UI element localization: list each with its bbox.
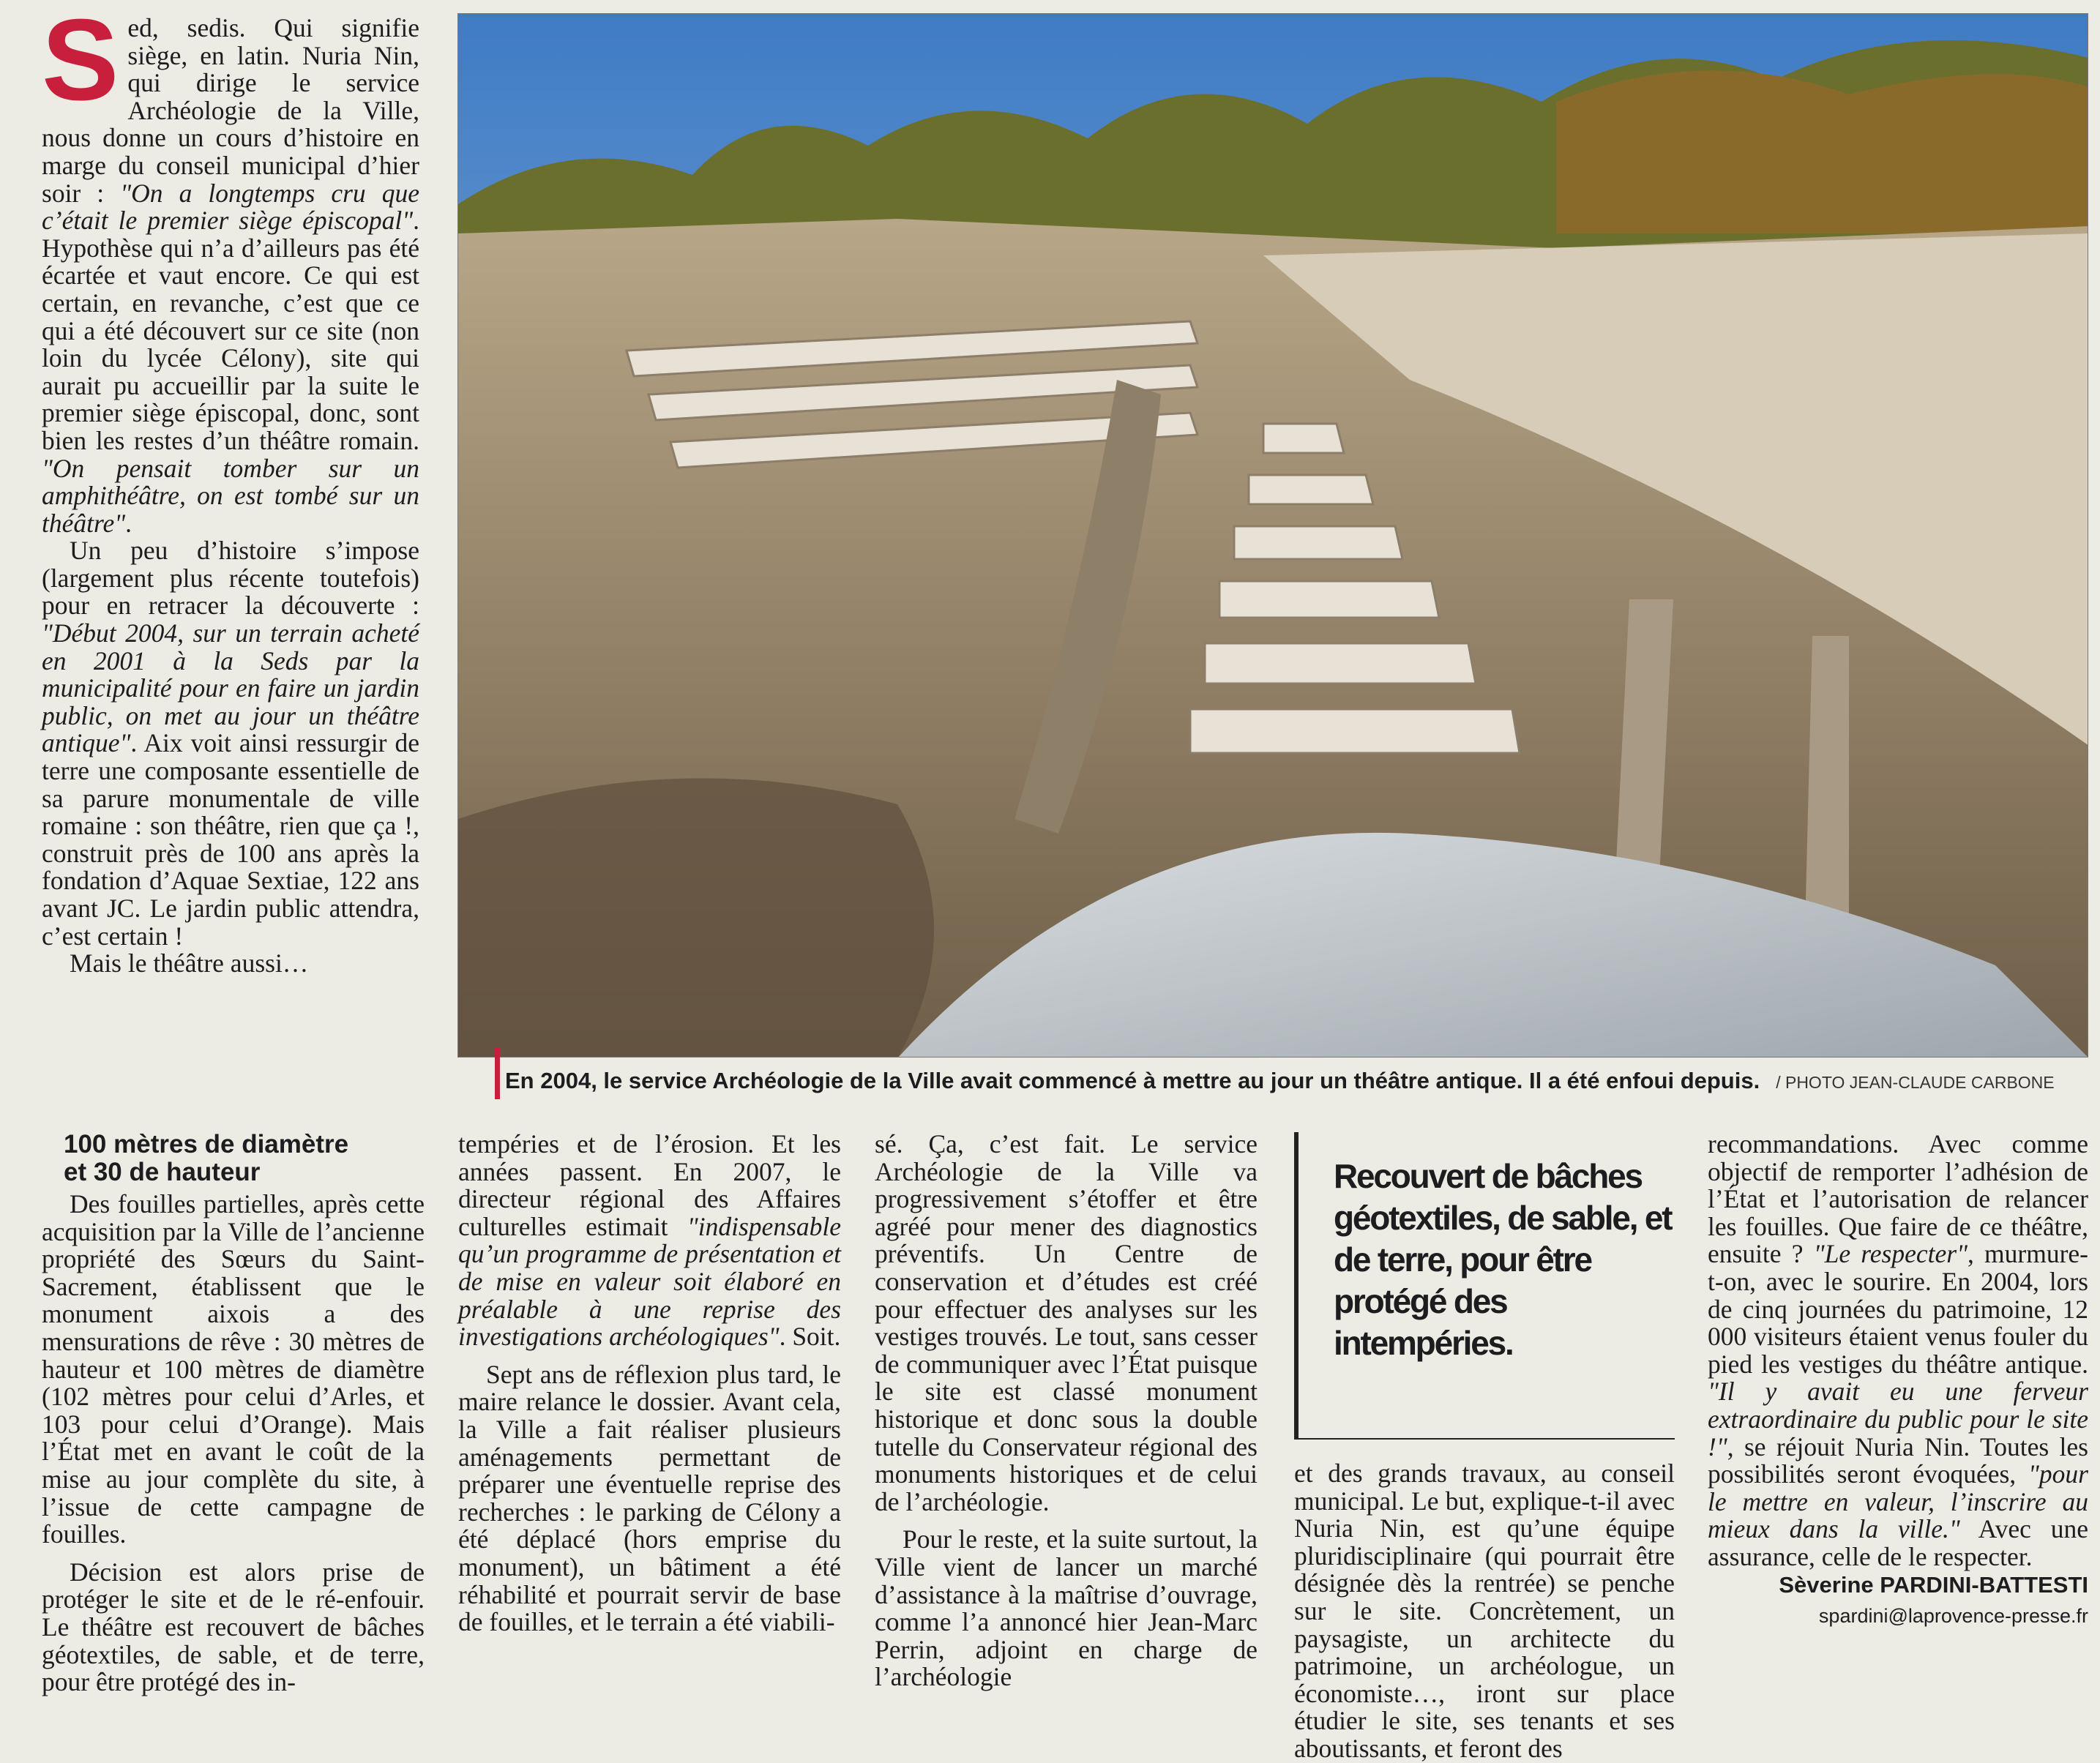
intro-paragraph-2: Un peu d’histoire s’impose (largement plus récente toutefois) pour en retracer la découverte : "Début 2004, sur un terrain acheté en 2001 à la Seds par la municipalité pour en faire un jardin public, on met au jour un théâtre antique". Aix voit ainsi ressurgir de terre une composante essentielle de sa parure monumentale de ville romaine : son théâtre, rien que ça !, construit près de 100 ans après la fondation d’Aquae Sextiae, 122 ans avant JC. Le jardin public attendra, c’est certain ! [42,536,419,951]
column-4-paragraph-1: et des grands travaux, au conseil municipal. Le but, explique-t-il avec Nuria Nin, est qu’une équipe pluridisciplinaire (qui pourrait être désignée dès la rentrée) se penche sur le site. Concrètement, un paysagiste, un architecte du patrimoine, un archéologue, un économiste…, iront sur place étudier le site, ses tenants et ses aboutissants, et feront des [1294,1459,1675,1763]
subheading: 100 mètres de diamètre et 30 de hauteur [64,1130,349,1186]
column-3 [875,1131,1258,1691]
column-1 [42,1131,425,1696]
drop-cap: S [42,0,119,124]
author-byline: Sèverine PARDINI-BATTESTI [1779,1571,2088,1598]
column-3-paragraph-2: Pour le reste, et la suite surtout, la Ville vient de lancer un marché d’assistance à la maîtrise d’ouvrage, comme l’a annoncé hier Jean-Marc Perrin, adjoint en charge de l’archéologie [875,1524,1258,1692]
caption-text: En 2004, le service Archéologie de la Ville avait commencé à mettre au jour un théâtre antique. Il a été enfoui depuis. [505,1068,1760,1093]
column-1-paragraph-2: Décision est alors prise de protéger le site et de le ré-enfouir. Le théâtre est recouvert de bâches géotextiles, de sable, et de terre, pour être protégé des in- [42,1557,425,1697]
author-email: spardini@laprovence-presse.fr [1818,1605,2088,1628]
column-3-paragraph-1: sé. Ça, c’est fait. Le service Archéologie de la Ville va progressivement s’étoffer et être agréé pour mener des diagnostics préventifs. Un Centre de conservation et d’études est créé pour effectuer des analyses sur les vestiges trouvés. Le tout, sans cesser de communiquer avec l’État puisque le site est classé monument historique et donc sous la double tutelle du Conservateur régional des monuments historiques et de celui de l’archéologie. [875,1129,1258,1516]
column-4 [1294,1460,1675,1763]
column-5-paragraph-1: recommandations. Avec comme objectif de remporter l’adhésion de l’État et l’autorisation de relancer les fouilles. Que faire de ce théâtre, ensuite ? "Le respecter", murmure-t-on, avec le sourire. En 2004, lors de cinq journées du patrimoine, 12 000 visiteurs étaient venus fouler du pied les vestiges du théâtre antique. "Il y avait eu une ferveur extraordinaire du public pour le site !", se réjouit Nuria Nin. Toutes les possibilités seront évoquées, "pour le mettre en valeur, l’inscrire au mieux dans la ville." Avec une assurance, celle de le respecter. [1708,1129,2088,1571]
column-2-paragraph-1: tempéries et de l’érosion. Et les années passent. En 2007, le directeur régional des Affaires culturelles estimait "indispensable qu’un programme de présentation et de mise en valeur soit élaboré en préalable à une reprise des investigations archéologiques". Soit. [458,1129,841,1352]
intro-paragraph-3: Mais le théâtre aussi… [70,948,309,978]
caption-accent-bar [495,1048,500,1099]
excavation-photo-illustration [458,14,2088,1058]
column-5 [1708,1131,2088,1631]
column-1-paragraph-1: Des fouilles partielles, après cette acquisition par la Ville de l’ancienne propriété des Sœurs du Saint-Sacrement, établissent que le monument aixois a des mensurations de rêve : 30 mètres de hauteur et 100 mètres de diamètre (102 mètres pour celui d’Arles, et 103 pour celui d’Orange). Mais l’État met en avant le coût de la mise au jour complète du site, à l’issue de cette campagne de fouilles. [42,1189,425,1549]
photo-caption [505,1063,2090,1099]
column-2-paragraph-2: Sept ans de réflexion plus tard, le maire relance le dossier. Avant cela, la Ville a fait réaliser plusieurs aménagements permettant de préparer une éventuelle reprise des recherches : le parking de Célony a été déplacé (hors emprise du monument), un bâtiment a été réhabilité et pourrait servir de base de fouilles, et le terrain a été viabili- [458,1359,841,1637]
excavation-photo [457,13,2088,1058]
photo-credit: / PHOTO JEAN-CLAUDE CARBONE [1776,1073,2055,1092]
intro-column [42,0,419,978]
column-2 [458,1131,841,1636]
intro-paragraph-1: Sed, sedis. Qui signifie siège, en latin. Nuria Nin, qui dirige le service Archéologie de la Ville, nous donne un cours d’histoire en marge du conseil municipal d’hier soir : "On a longtemps cru que c’était le premier siège épiscopal". Hypothèse qui n’a d’ailleurs pas été écartée et vaut encore. Ce qui est certain, en revanche, c’est que ce qui a été découvert sur ce site (non loin du lycée Célony), site qui aurait pu accueillir par la suite le premier siège épiscopal, donc, sont bien les restes d’un théâtre romain. "On pensait tomber sur un amphithéâtre, on est tombé sur un théâtre". [42,0,419,538]
pull-quote: Recouvert de bâches géotextiles, de sable, et de terre, pour être protégé des intempéries. [1294,1132,1675,1440]
